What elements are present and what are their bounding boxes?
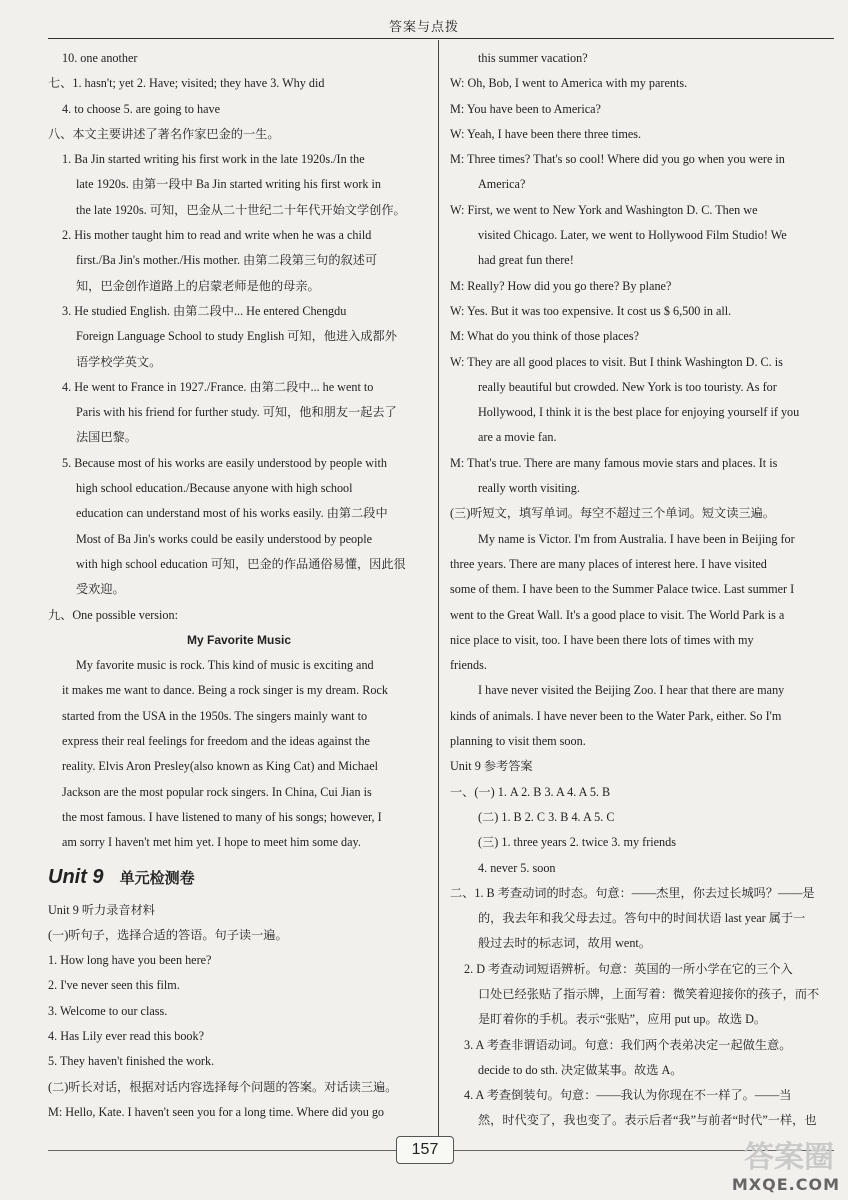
text-line: reality. Elvis Aron Presley(also known as King Cat) and Michael: [62, 759, 379, 774]
text-line: visited Chicago. Later, we went to Hollywood Film Studio! We: [478, 228, 787, 243]
right-column: [450, 46, 835, 1134]
text-line: 一、(一) 1. A 2. B 3. A 4. A 5. B: [450, 784, 611, 799]
header-title: 答案与点拨: [388, 19, 459, 34]
text-line: really beautiful but crowded. New York is too touristy. As for: [478, 379, 777, 394]
text-line: 4. A 考查倒装句。句意：——我认为你现在不一样了。——当: [464, 1088, 792, 1103]
text-line: W: Yes. But it was too expensive. It cost us $ 6,500 in all.: [450, 303, 732, 318]
text-line: 语学校学英文。: [76, 354, 162, 369]
text-line: My Favorite Music: [186, 632, 292, 647]
text-line: W: They are all good places to visit. But I think Washington D. C. is: [450, 354, 783, 369]
text-line: three years. There are many places of interest here. I have visited: [450, 556, 767, 571]
text-line: My favorite music is rock. This kind of music is exciting and: [76, 658, 374, 673]
text-line: 5. They haven't finished the work.: [48, 1054, 215, 1069]
text-line: friends.: [450, 658, 487, 673]
text-line: 八、本文主要讲述了著名作家巴金的一生。: [48, 126, 280, 141]
text-line: M: What do you think of those places?: [450, 329, 639, 344]
text-line: 九、One possible version:: [48, 607, 178, 622]
text-line: late 1920s. 由第一段中 Ba Jin started writing his first work in: [76, 177, 381, 192]
text-line: express their real feelings for freedom and the ideas against the: [62, 734, 370, 749]
text-line: I have never visited the Beijing Zoo. I hear that there are many: [478, 683, 785, 698]
text-line: this summer vacation?: [478, 51, 588, 65]
text-line: 4. He went to France in 1927./France. 由第二段中... he went to: [62, 379, 374, 394]
text-line: 受欢迎。: [76, 582, 125, 597]
left-text-block: [48, 46, 430, 856]
text-line: 10. one another: [62, 51, 138, 65]
column-divider: [438, 40, 439, 1144]
text-line: nice place to visit, too. I have been there lots of times with my: [450, 632, 754, 647]
text-line: 2. I've never seen this film.: [48, 978, 180, 993]
text-line: really worth visiting.: [478, 481, 580, 496]
text-line: M: Three times? That's so cool! Where did you go when you were in: [450, 152, 785, 167]
watermark-url: MXQE.COM: [731, 1175, 840, 1194]
text-line: 的，我去年和我父母去过。答句中的时间状语 last year 属于一: [478, 911, 806, 926]
text-line: M: That's true. There are many famous movie stars and places. It is: [450, 455, 778, 470]
text-line: W: First, we went to New York and Washington D. C. Then we: [450, 202, 758, 217]
text-line: 4. Has Lily ever read this book?: [48, 1028, 205, 1043]
text-line: (三)听短文，填写单词。每空不超过三个单词。短文读三遍。: [450, 506, 775, 521]
left-column: [48, 46, 430, 1125]
text-line: 二、1. B 考查动词的时态。句意：——杰里，你去过长城吗？——是: [450, 885, 815, 900]
text-line: M: You have been to America?: [450, 101, 601, 116]
text-line: America?: [478, 177, 526, 192]
text-line: 七、1. hasn't; yet 2. Have; visited; they have 3. Why did: [48, 76, 325, 91]
text-line: (一)听句子，选择合适的答语。句子读一遍。: [48, 927, 288, 942]
left-text-block-2: [48, 898, 430, 1126]
text-line: planning to visit them soon.: [450, 734, 586, 749]
text-line: (三) 1. three years 2. twice 3. my friends: [478, 835, 676, 850]
text-line: (二) 1. B 2. C 3. B 4. A 5. C: [478, 809, 615, 824]
text-line: 般过去时的标志词，故用 went。: [478, 936, 651, 951]
text-line: high school education./Because anyone with high school: [76, 481, 353, 496]
text-line: 3. A 考查非谓语动词。句意：我们两个表弟决定一起做生意。: [464, 1037, 792, 1052]
text-line: 1. Ba Jin started writing his first work in the late 1920s./In the: [62, 152, 365, 167]
unit-heading-main: Unit 9: [48, 865, 104, 888]
text-line: My name is Victor. I'm from Australia. I have been in Beijing for: [478, 531, 795, 546]
text-line: 法国巴黎。: [76, 430, 137, 445]
text-line: had great fun there!: [478, 253, 574, 268]
text-line: kinds of animals. I have never been to the Water Park, either. So I'm: [450, 708, 782, 723]
text-line: Most of Ba Jin's works could be easily understood by people: [76, 531, 373, 546]
text-line: Unit 9 参考答案: [450, 759, 533, 774]
text-line: 是盯着你的手机。表示“张贴”，应用 put up。故选 D。: [478, 1012, 767, 1027]
text-line: 1. How long have you been here?: [48, 953, 212, 968]
text-line: (二)听长对话，根据对话内容选择每个问题的答案。对话读三遍。: [48, 1079, 398, 1094]
text-line: Unit 9 听力录音材料: [48, 902, 155, 917]
page-number: 157: [396, 1136, 454, 1164]
text-line: 知，巴金创作道路上的启蒙老师是他的母亲。: [76, 278, 320, 293]
text-line: W: Yeah, I have been there three times.: [450, 126, 642, 141]
text-line: 4. never 5. soon: [478, 860, 556, 875]
text-line: 口处已经张贴了指示牌，上面写着：微笑着迎接你的孩子，而不: [478, 986, 820, 1001]
text-line: 2. D 考查动词短语辨析。句意：英国的一所小学在它的三个入: [464, 961, 793, 976]
text-line: the late 1920s. 可知，巴金从二十世纪二十年代开始文学创作。: [76, 202, 406, 217]
text-line: some of them. I have been to the Summer Palace twice. Last summer I: [450, 582, 795, 597]
text-line: Paris with his friend for further study. 可知，他和朋友一起去了: [76, 405, 397, 420]
text-line: M: Hello, Kate. I haven't seen you for a long time. Where did you go: [48, 1104, 385, 1119]
text-line: Foreign Language School to study English 可知，他进入成都外: [76, 329, 397, 344]
text-line: education can understand most of his works easily. 由第二段中: [76, 506, 388, 521]
text-line: are a movie fan.: [478, 430, 557, 445]
text-line: am sorry I haven't met him yet. I hope to meet him some day.: [62, 835, 361, 850]
text-line: 2. His mother taught him to read and write when he was a child: [62, 228, 372, 243]
text-line: first./Ba Jin's mother./His mother. 由第二段第三句的叙述可: [76, 253, 378, 268]
text-line: started from the USA in the 1950s. The singers mainly want to: [62, 708, 368, 723]
text-line: with high school education 可知，巴金的作品通俗易懂，因此很: [76, 556, 406, 571]
header-rule: [48, 38, 834, 39]
text-line: 然，时代变了，我也变了。表示后者“我”与前者“时代”一样，也: [478, 1113, 817, 1128]
text-line: it makes me want to dance. Being a rock singer is my dream. Rock: [62, 683, 388, 698]
watermark-logo: 答案圈: [744, 1140, 834, 1175]
text-line: decide to do sth. 决定做某事。故选 A。: [478, 1062, 683, 1077]
text-line: 4. to choose 5. are going to have: [62, 101, 221, 116]
unit-heading-sub: 单元检测卷: [119, 869, 195, 887]
text-line: Jackson are the most popular rock singers. In China, Cui Jian is: [62, 784, 372, 799]
text-line: the most famous. I have listened to many of his songs; however, I: [62, 809, 382, 824]
unit-heading: [48, 862, 430, 894]
text-line: M: Really? How did you go there? By plane?: [450, 278, 672, 293]
text-line: 3. He studied English. 由第二段中... He entered Chengdu: [62, 303, 347, 318]
text-line: W: Oh, Bob, I went to America with my parents.: [450, 76, 688, 91]
text-line: 3. Welcome to our class.: [48, 1003, 168, 1018]
text-line: went to the Great Wall. It's a good place to visit. The World Park is a: [450, 607, 785, 622]
text-line: 5. Because most of his works are easily understood by people with: [62, 455, 387, 470]
text-line: Hollywood, I think it is the best place for enjoying yourself if you: [478, 405, 800, 420]
